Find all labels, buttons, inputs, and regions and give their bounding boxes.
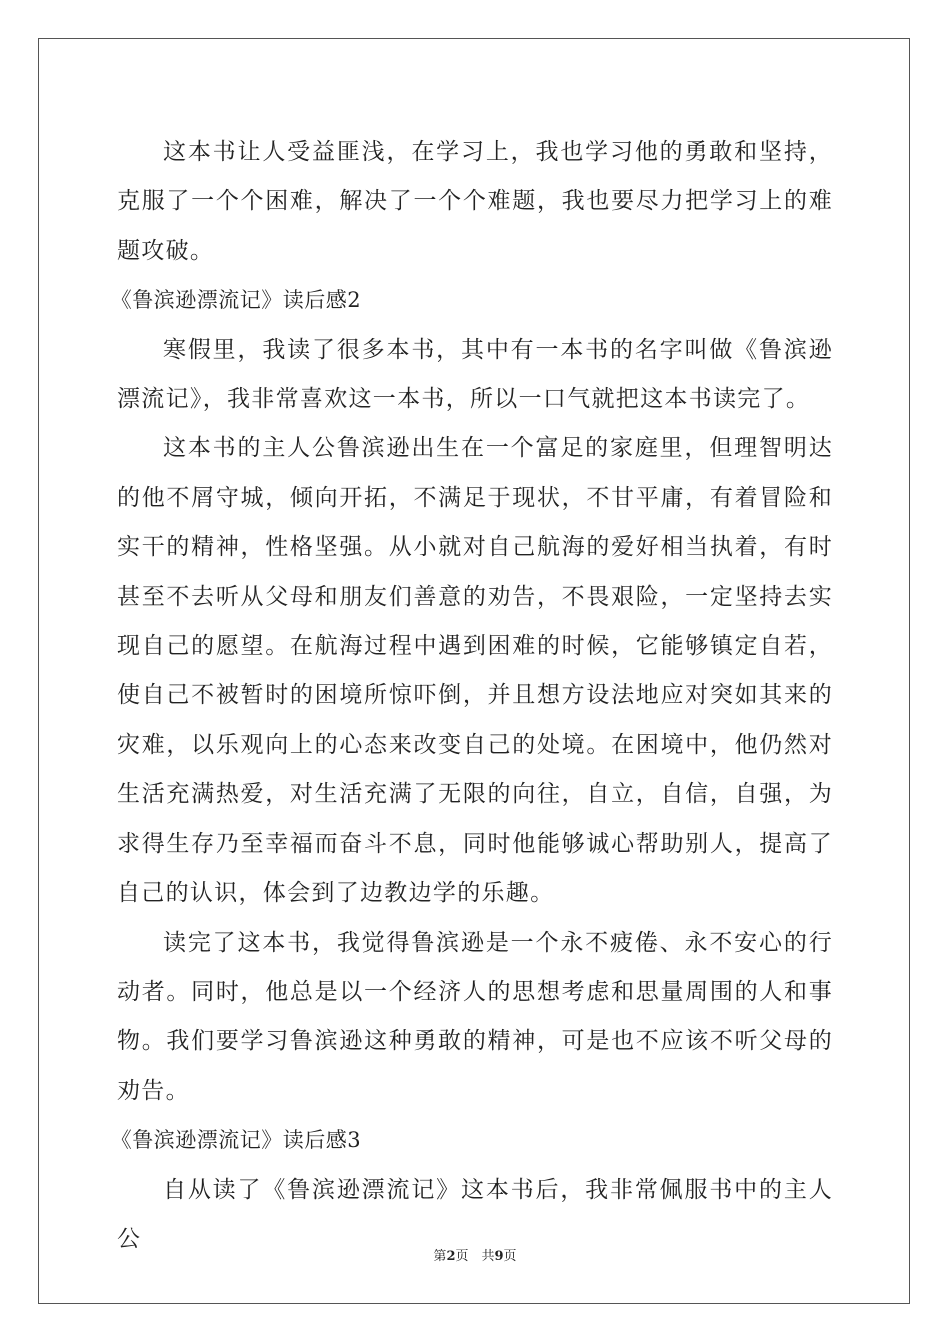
page-label-prefix: 第 [433, 1249, 447, 1264]
section-heading: 《鲁滨逊漂流记》读后感2 [110, 288, 362, 313]
section-heading: 《鲁滨逊漂流记》读后感3 [110, 1128, 362, 1153]
paragraph: 读完了这本书，我觉得鲁滨逊是一个永不疲倦、永不安心的行动者。同时，他总是以一个经济人的思想考虑和思量周围的人和事物。我们要学习鲁滨逊这种勇敢的精神，可是也不应该不听父母的劝告。 [117, 929, 833, 1104]
paragraph: 这本书的主人公鲁滨逊出生在一个富足的家庭里，但理智明达的他不屑守城，倾向开拓，不满足于现状，不甘平庸，有着冒险和实干的精神，性格坚强。从小就对自己航海的爱好相当执着，有时甚至不去听从父母和朋友们善意的劝告，不畏艰险，一定坚持去实现自己的愿望。在航海过程中遇到困难的时候，它能够镇定自若，使自己不被暂时的困境所惊吓倒，并且想方设法地应对突如其来的灾难，以乐观向上的心态来改变自己的处境。在困境中，他仍然对生活充满热爱，对生活充满了无限的向往，自立，自信，自强，为求得生存乃至幸福而奋斗不息，同时他能够诚心帮助别人，提高了自己的认识，体会到了边教边学的乐趣。 [117, 435, 833, 907]
document-body [110, 128, 833, 1264]
page-label-suffix: 页 [503, 1249, 517, 1264]
paragraph: 这本书让人受益匪浅，在学习上，我也学习他的勇敢和坚持，克服了一个个困难，解决了一个个难题，我也要尽力把学习上的难题攻破。 [117, 139, 833, 264]
page-footer [0, 1247, 950, 1267]
paragraph: 寒假里，我读了很多本书，其中有一本书的名字叫做《鲁滨逊漂流记》，我非常喜欢这一本书，所以一口气就把这本书读完了。 [117, 336, 833, 413]
page-label-mid: 页 共 [455, 1249, 495, 1264]
paragraph: 自从读了《鲁滨逊漂流记》这本书后，我非常佩服书中的主人公 [117, 1176, 833, 1252]
page-current-number: 2 [446, 1249, 456, 1264]
page-total-number: 9 [494, 1249, 504, 1264]
